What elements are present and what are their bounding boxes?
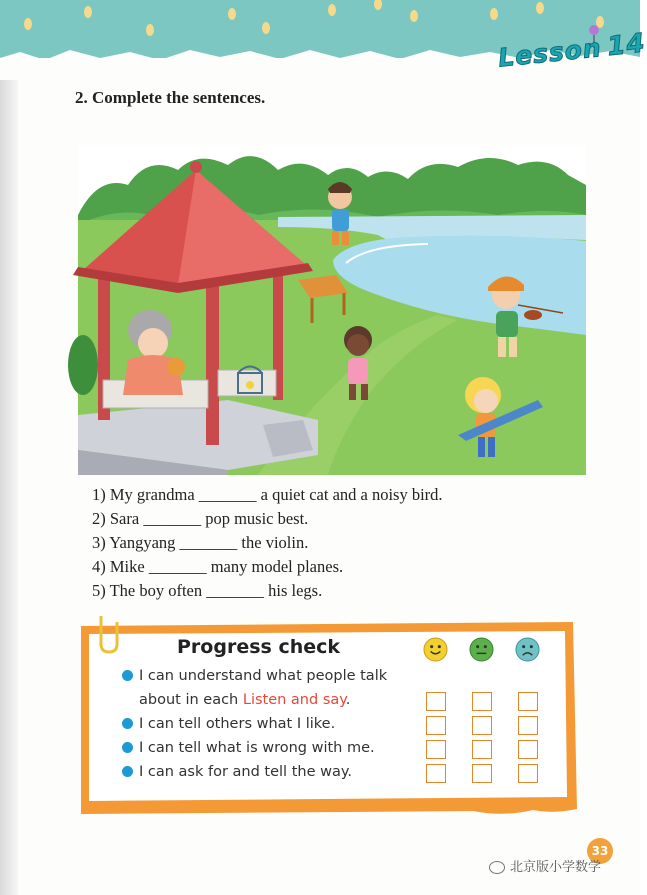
progress-item-1 [122,668,387,684]
checkbox-item2-neutral[interactable] [472,716,492,735]
bullet-icon [122,670,133,681]
progress-item-3 [122,740,375,756]
bullet-icon [122,718,133,729]
sentence-3: 3) Yangyang _______ the violin. [92,533,309,552]
happy-face-icon [423,637,448,662]
listen-and-say-highlight: Listen and say [242,692,346,708]
sentence-list [92,483,443,603]
checkbox-item2-sad[interactable] [518,716,538,735]
progress-item-4 [122,764,352,780]
progress-item-3-text: I can tell what is wrong with me. [139,740,375,756]
park-illustration [78,145,586,475]
checkbox-item1-neutral[interactable] [472,692,492,711]
lesson-number: 14 [605,28,647,63]
exercise-title: 2. Complete the sentences. [75,88,266,107]
page-gutter-shadow [0,0,18,895]
checkbox-item2-happy[interactable] [426,716,446,735]
progress-check-title: Progress check [177,636,341,658]
sentence-2: 2) Sara _______ pop music best. [92,509,309,528]
checkbox-item4-happy[interactable] [426,764,446,783]
checkbox-item1-sad[interactable] [518,692,538,711]
checkbox-item1-happy[interactable] [426,692,446,711]
progress-item-1-prefix: about in each [139,692,243,708]
watermark [489,856,601,875]
sentence-1: 1) My grandma _______ a quiet cat and a noisy bird. [92,485,443,504]
sad-face-icon [515,637,540,662]
neutral-face-icon [469,637,494,662]
progress-item-2 [122,716,335,732]
checkbox-item3-sad[interactable] [518,740,538,759]
bullet-icon [122,742,133,753]
sentence-5: 5) The boy often _______ his legs. [92,581,323,600]
page-number: 33 [587,838,613,864]
wechat-icon [489,861,505,874]
lesson-label: Lesson [496,32,603,73]
checkbox-item4-sad[interactable] [518,764,538,783]
bullet-icon [122,766,133,777]
progress-item-4-text: I can ask for and tell the way. [139,764,352,780]
checkbox-item3-happy[interactable] [426,740,446,759]
checkbox-item3-neutral[interactable] [472,740,492,759]
progress-item-1-text: I can understand what people talk [139,668,388,684]
checkbox-item4-neutral[interactable] [472,764,492,783]
progress-item-1-suffix: . [345,692,351,708]
progress-item-1-continued [139,692,350,708]
progress-item-2-text: I can tell others what I like. [139,716,336,732]
watermark-text: 北京版小学数学 [510,860,602,875]
sentence-4: 4) Mike _______ many model planes. [92,557,344,576]
